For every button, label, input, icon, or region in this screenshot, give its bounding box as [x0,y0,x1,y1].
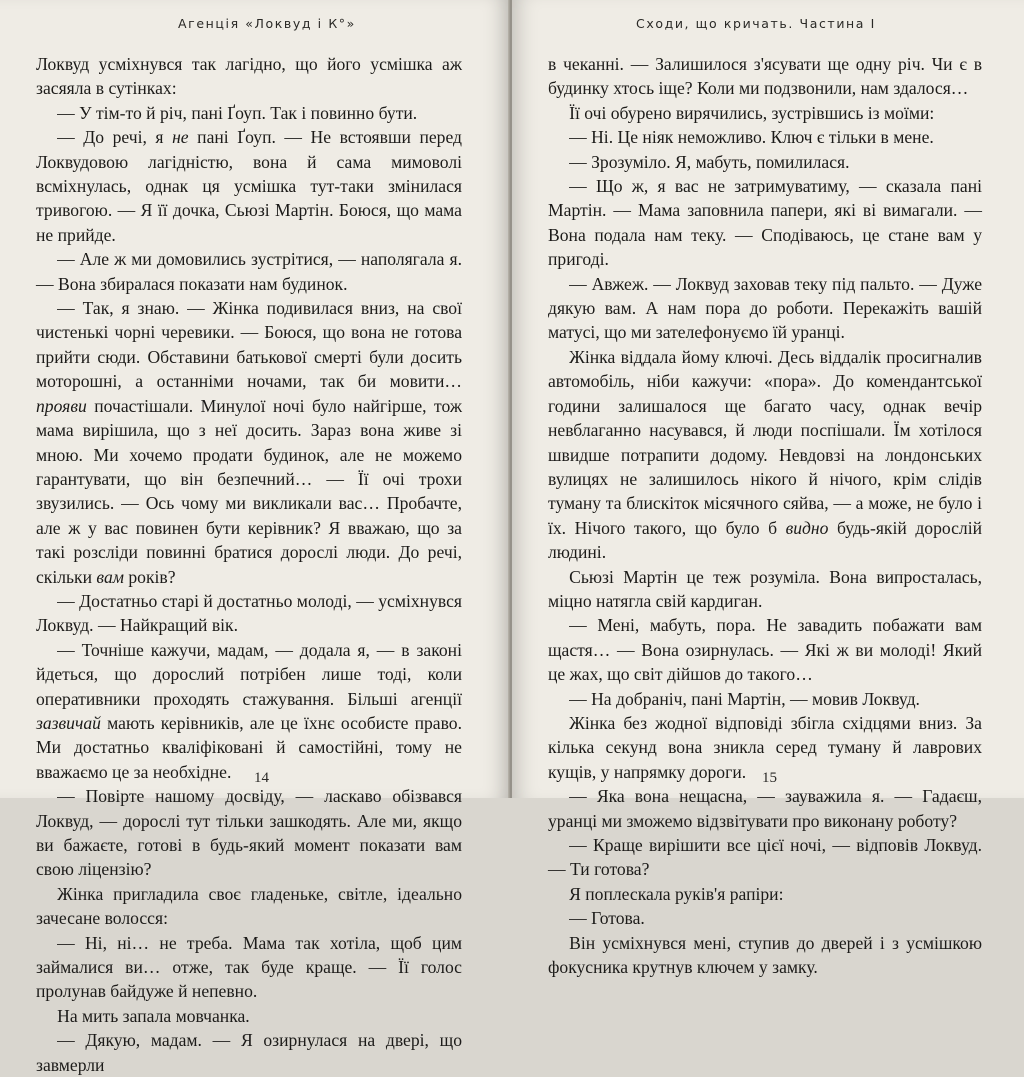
text-run: — Яка вона нещасна, — зауважила я. — Гадаєш, уранці ми зможемо відзвітувати про виконану роботу? [548,786,982,831]
paragraph [36,931,462,1004]
text-run: — Краще вирішити все цієї ночі, — відповів Локвуд. — Ти готова? [548,835,982,880]
paragraph [548,150,982,174]
left-page [0,0,510,1075]
text-run: — Але ж ми домовились зустрітися, — наполягала я. — Вона збиралася показати нам будинок. [36,249,462,294]
text-run: — Готова. [569,908,645,929]
text-run: років? [123,566,176,587]
text-run: — Так, я знаю. — Жінка подивилася вниз, на свої чистенькі чорні черевики. — Боюся, що вона не готова прийти сюди. Обставини батькової смерті були досить моторошні, а останніми ночами, так би мовити… [36,298,462,392]
italic-text: вам [96,566,124,587]
text-run: — До речі, я [57,127,173,148]
text-run: Локвуд усміхнувся так лагідно, що його усмішка аж засяяла в сутінках: [36,54,462,99]
paragraph [36,784,462,882]
paragraph [548,101,982,125]
paragraph [548,174,982,272]
paragraph [548,906,982,930]
text-run: в чеканні. — Залишилося з'ясувати ще одну річ. Чи є в будинку хтось іще? Коли ми подзвонили, нам здалося… [548,54,982,99]
paragraph [548,345,982,565]
paragraph [548,565,982,614]
text-run: пані Ґоуп. — Не встоявши перед Локвудовою лагідністю, вона й сама мимоволі всміхнулась, однак ця усмішка тут-таки змінилася тривогою. — Я її дочка, Сьюзі Мартін. Боюся, що мама не прийде. [36,127,462,245]
running-head: Агенція «Локвуд і К°» [178,16,356,31]
text-run: Він усміхнувся мені, ступив до дверей і з усмішкою фокусника крутнув ключем у замку. [548,932,982,978]
paragraph [548,833,982,882]
text-run: — Точніше кажучи, мадам, — додала я, — в законі йдеться, що дорослий потрібен лише тоді, коли оперативники проходять стажування. Більші агенції [36,639,462,709]
text-run: почастішали. Минулої ночі було найгірше, тож мама вирішила, що з неї досить. Зараз вона живе зі мною. Ми хочемо продати будинок, але не можемо гарантувати, що він безпечний… — Її очі трохи звузились. — Ось чому ми викликали вас… Пробачте, але ж у вас повинен бути керівник? Я вважаю, що за такі розсліди повинні братися дорослі люди. До речі, скільки [36,395,462,587]
paragraph [548,931,982,980]
running-head: Сходи, що кричать. Частина I [636,16,876,31]
page-text [548,52,982,979]
text-run: — Зрозуміло. Я, мабуть, помилилася. [569,151,850,172]
text-run: — Авжеж. — Локвуд заховав теку під пальто. — Дуже дякую вам. А нам пора до роботи. Перекажіть вашій матусі, що ми зателефонуємо їй уранці. [548,273,982,343]
paragraph [36,125,462,247]
paragraph [36,101,462,125]
text-run: Я поплескала руків'я рапіри: [569,883,784,904]
italic-text: видно [785,517,829,538]
paragraph [548,272,982,345]
paragraph [36,296,462,589]
paragraph [36,52,462,101]
page-text [36,52,462,1077]
paragraph [36,247,462,296]
text-run: На мить запала мовчанка. [57,1005,250,1026]
paragraph [36,1004,462,1028]
text-run: Сьюзі Мартін це теж розуміла. Вона випросталась, міцно натягла свій кардиган. [548,566,982,611]
paragraph [548,125,982,149]
text-run: будь-якій дорослій людині. [548,517,982,563]
italic-text: зазвичай [36,712,101,733]
italic-text: не [172,127,189,148]
paragraph [36,638,462,784]
text-run: Її очі обурено вирячились, зустрівшись із моїми: [569,102,935,123]
paragraph [548,882,982,906]
paragraph [548,52,982,101]
text-run: мають керівників, але це їхнє особисте право. Ми достатньо кваліфіковані й самостійні, тому не вважаємо це за необхідне. [36,712,462,782]
text-run: Жінка без жодної відповіді збігла східцями вниз. За кілька секунд вона зникла серед туману й лаврових кущів, у напрямку дороги. [548,712,982,782]
text-run: Жінка пригладила своє гладеньке, світле, ідеально зачесане волосся: [36,883,462,929]
text-run: — Достатньо старі й достатньо молоді, — усміхнувся Локвуд. — Найкращий вік. [36,590,462,636]
paragraph [36,1028,462,1077]
paragraph [36,882,462,931]
page-number: 14 [254,770,269,786]
page-number: 15 [762,770,777,786]
paragraph [36,589,462,638]
text-run: — У тім-то й річ, пані Ґоуп. Так і повинно бути. [57,102,418,123]
text-run: — Повірте нашому досвіду, — ласкаво обізвався Локвуд, — дорослі тут тільки зашкодять. Але ми, якщо ви бажаєте, готові в будь-який момент показати вам свою ліцензію? [36,786,462,880]
italic-text: прояви [36,395,87,416]
paragraph [548,613,982,686]
text-run: — Ні, ні… не треба. Мама так хотіла, щоб цим займалися ви… отже, так буде краще. — Її голос пролунав байдуже й непевно. [36,932,462,1002]
right-page [512,0,1024,978]
paragraph [548,687,982,711]
text-run: — На добраніч, пані Мартін, — мовив Локвуд. [569,688,920,709]
text-run: — Ні. Це ніяк неможливо. Ключ є тільки в мене. [569,127,934,148]
text-run: Жінка віддала йому ключі. Десь віддалік просигналив автомобіль, ніби кажучи: «пора». До комендантської години залишалося ще багато часу, однак вечір невблаганно насувався, й люди поспішали. Їм хотілося швидше потрапити додому. Невдовзі на лондонських вулицях не залишилось нікого й нічого, крім слідів туману та блискіток місячного сяйва, — а може, не було і їх. Нічого такого, що було б [548,346,982,538]
text-run: — Дякую, мадам. — Я озирнулася на двері, що завмерли [36,1030,462,1075]
text-run: — Мені, мабуть, пора. Не завадить побажати вам щастя… — Вона озирнулась. — Які ж ви молоді! Який це жах, що світ дійшов до такого… [548,615,982,685]
text-run: — Що ж, я вас не затримуватиму, — сказала пані Мартін. — Мама заповнила папери, які ві вимагали. — Вона подала нам теку. — Сподіваюсь, це стане вам у пригоді. [548,176,982,270]
paragraph [548,784,982,833]
